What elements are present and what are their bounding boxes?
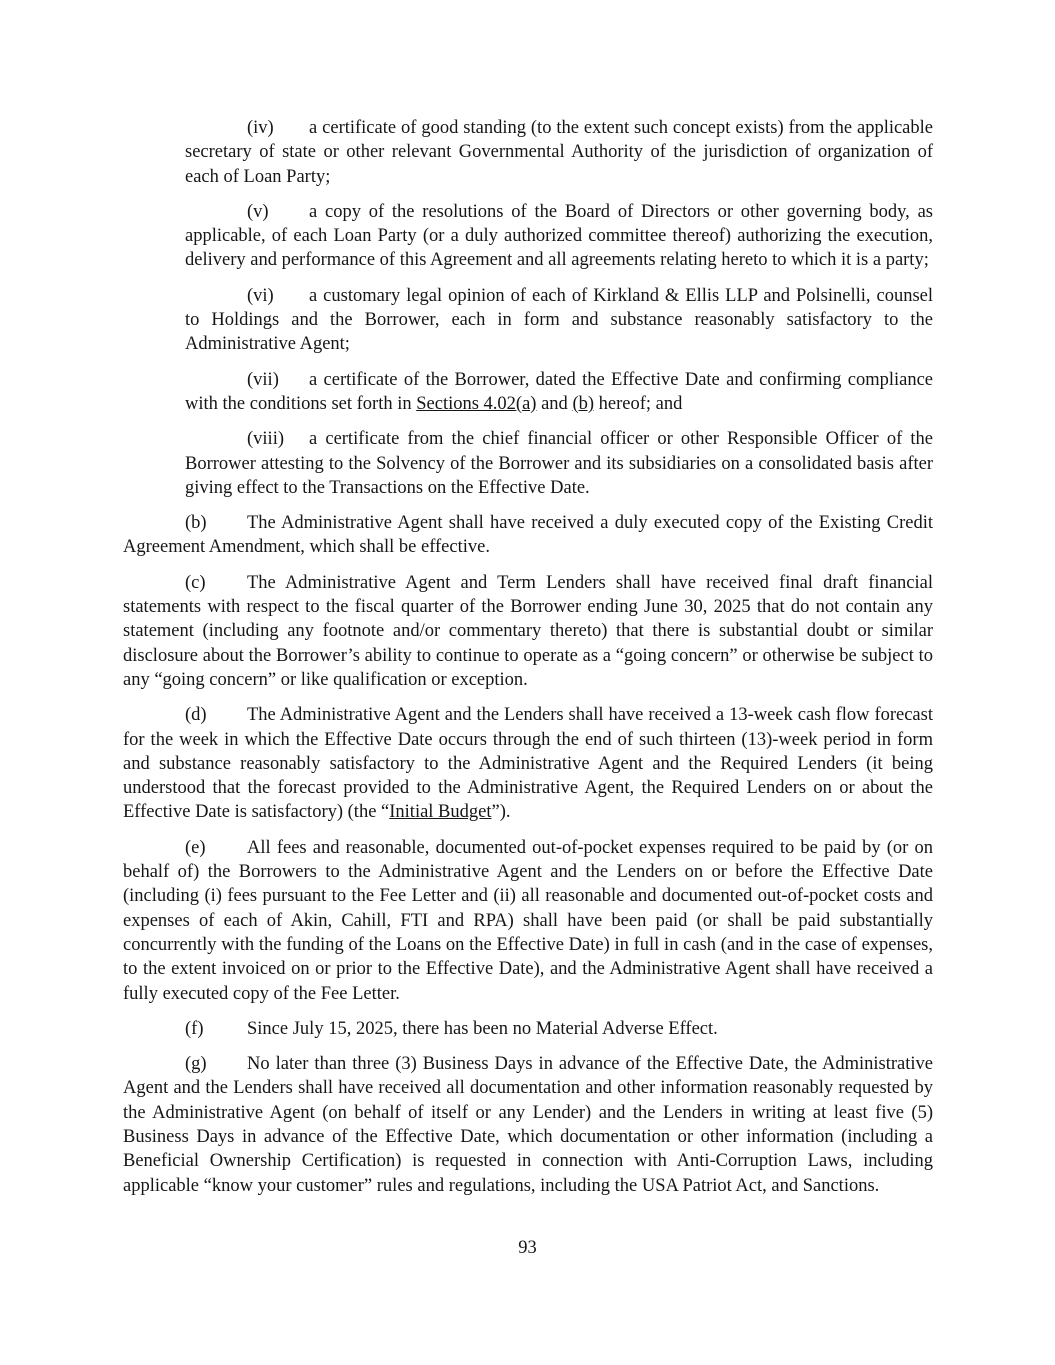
paragraph-iv: [185, 116, 933, 189]
text-segment: a certificate from the chief financial officer or other Responsible Officer of the Borrower attesting to the Solvency of the Borrower and its subsidiaries on a consolidated basis after giving effect to the Transactions on the Effective Date.: [185, 429, 933, 498]
paragraph-b: [123, 511, 933, 560]
text-segment: hereof; and: [594, 393, 683, 414]
document-body: [123, 116, 933, 1209]
underlined-reference: (b): [572, 393, 595, 414]
paragraph-c: [123, 571, 933, 692]
text-segment: a certificate of the Borrower, dated the Effective Date and confirming compliance with the conditions set forth in: [185, 369, 933, 414]
paragraph-g: [123, 1052, 933, 1198]
paragraph-label: (e): [185, 837, 206, 858]
paragraph-f: [123, 1017, 933, 1041]
paragraph-label: (f): [185, 1018, 204, 1039]
paragraph-label: (iv): [247, 118, 274, 138]
paragraph-label: (v): [247, 201, 269, 222]
paragraph-v: [185, 200, 933, 273]
text-segment: The Administrative Agent and Term Lenders shall have received final draft financial statements with respect to the fiscal quarter of the Borrower ending June 30, 2025 that do not contain any statement (including any footnote and/or commentary thereto) that there is substantial doubt or similar disclosure about the Borrower’s ability to continue to operate as a “going concern” or otherwise be subject to any “going concern” or like qualification or exception.: [123, 572, 933, 690]
paragraph-label: (vi): [247, 285, 274, 306]
paragraph-label: (b): [185, 513, 207, 534]
paragraph-text: [247, 1019, 718, 1039]
text-segment: No later than three (3) Business Days in advance of the Effective Date, the Administrative Agent and the Lenders shall have received all documentation and other information reasonably requested by the Administrative Agent (on behalf of itself or any Lender) and the Lenders in writing at least five (5) Business Days in advance of the Effective Date, which documentation or other information (including a Beneficial Ownership Certification) is requested in connection with Anti-Corruption Laws, including applicable “know your customer” rules and regulations, including the USA Patriot Act, and Sanctions.: [123, 1054, 933, 1196]
underlined-reference: Initial Budget: [389, 802, 492, 823]
paragraph-label: (g): [185, 1054, 207, 1075]
paragraph-vii: [185, 368, 933, 417]
text-segment: The Administrative Agent shall have received a duly executed copy of the Existing Credit Agreement Amendment, which shall be effective.: [123, 513, 933, 558]
paragraph-label: (c): [185, 572, 206, 593]
text-segment: a customary legal opinion of each of Kirkland & Ellis LLP and Polsinelli, counsel to Holdings and the Borrower, each in form and substance reasonably satisfactory to the Administrative Agent;: [185, 285, 933, 355]
paragraph-viii: [185, 427, 933, 500]
paragraph-vi: [185, 284, 933, 357]
paragraph-d: [123, 703, 933, 824]
paragraph-text: [123, 838, 933, 1004]
paragraph-label: (vii): [247, 369, 279, 390]
text-segment: ”).: [491, 802, 511, 823]
text-segment: Since July 15, 2025, there has been no Material Adverse Effect.: [247, 1018, 718, 1039]
paragraph-e: [123, 836, 933, 1006]
paragraph-label: (viii): [247, 429, 284, 450]
paragraph-label: (d): [185, 705, 207, 726]
text-segment: The Administrative Agent and the Lenders shall have received a 13-week cash flow forecast for the week in which the Effective Date occurs through the end of such thirteen (13)-week period in form and substance reasonably satisfactory to the Administrative Agent and the Required Lenders (it being understood that the forecast provided to the Administrative Agent, the Required Lenders on or about the Effective Date is satisfactory) (the “: [123, 705, 933, 823]
text-segment: All fees and reasonable, documented out-of-pocket expenses required to be paid by (or on behalf of) the Borrowers to the Administrative Agent and the Lenders on or before the Effective Date (including (i) fees pursuant to the Fee Letter and (ii) all reasonable and documented out-of-pocket costs and expenses of each of Akin, Cahill, FTI and RPA) shall have been paid (or shall be paid substantially concurrently with the funding of the Loans on the Effective Date) in full in cash (and in the case of expenses, to the extent invoiced on or prior to the Effective Date), and the Administrative Agent shall have received a fully executed copy of the Fee Letter.: [123, 837, 933, 1004]
text-segment: a copy of the resolutions of the Board of Directors or other governing body, as applicable, of each Loan Party (or a duly authorized committee thereof) authorizing the execution, delivery and performance of this Agreement and all agreements relating hereto to which it is a party;: [185, 201, 933, 271]
text-segment: a certificate of good standing (to the extent such concept exists) from the applicable secretary of state or other relevant Governmental Authority of the jurisdiction of organization of each of Loan Party;: [185, 118, 933, 187]
text-segment: and: [536, 393, 573, 414]
underlined-reference: Sections 4.02(a): [416, 393, 537, 414]
page-number: 93: [518, 1238, 537, 1258]
